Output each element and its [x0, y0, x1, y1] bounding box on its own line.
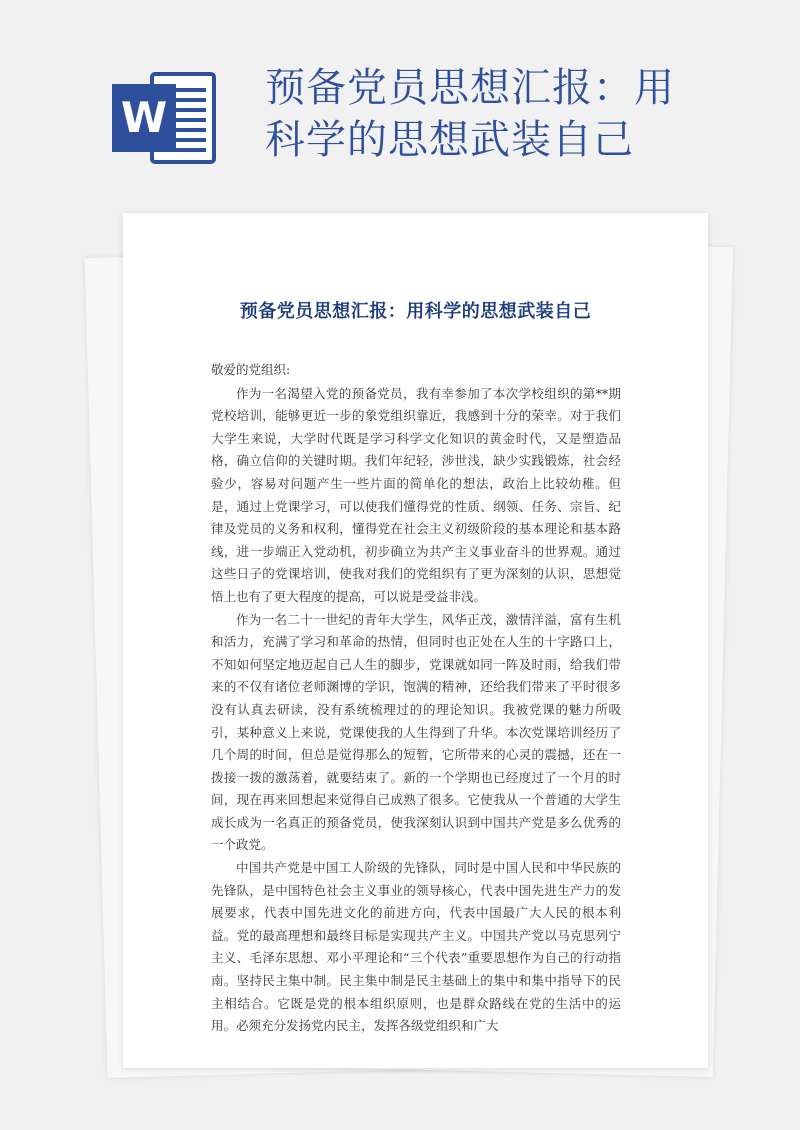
body-paragraph: 作为一名二十一世纪的青年大学生，风华正茂，激情洋溢，富有生机和活力，充满了学习和革命的热情，但同时也正处在人生的十字路口上，不知如何坚定地迈起自己人生的脚步，党课就如同一阵及时雨，给我们带来的不仅有诸位老师渊博的学识，饱满的精神，还给我们带来了平时很多没有认真去研读，没有系统梳理过的的理论知识。我被党课的魅力所吸引，某种意义上来说，党课使我的人生得到了升华。本次党课培训经历了几个周的时间，但总是觉得那么的短暂，它所带来的心灵的震撼，还在一拨接一拨的激荡着，就要结束了。新的一个学期也已经度过了一个月的时间，现在再来回想起来觉得自己成熟了很多。它使我从一个普通的大学生成长成为一名真正的预备党员，使我深刻认识到中国共产党是多么优秀的一个政党。 [211, 611, 621, 853]
page-title: 预备党员思想汇报：用科学的思想武装自己 [265, 65, 675, 163]
word-icon-letter: W [120, 93, 168, 142]
word-document-icon [110, 70, 220, 166]
salutation: 敬爱的党组织: [211, 362, 291, 377]
document-body [211, 359, 621, 1038]
document-title: 预备党员思想汇报：用科学的思想武装自己 [239, 301, 592, 322]
body-paragraph: 中国共产党是中国工人阶级的先锋队，同时是中国人民和中华民族的先锋队，是中国特色社会主义事业的领导核心，代表中国先进生产力的发展要求，代表中国先进文化的前进方向，代表中国最广大人民的根本利益。党的最高理想和最终目标是实现共产主义。中国共产党以马克思列宁主义、毛泽东思想、邓小平理论和“三个代表”重要思想作为自己的行动指南。坚持民主集中制。民主集中制是民主基础上的集中和集中指导下的民主相结合。它既是党的根本组织原则，也是群众路线在党的生活中的运用。必须充分发扬党内民主，发挥各级党组织和广大 [211, 860, 621, 1034]
header-banner [0, 0, 800, 200]
document-page [123, 213, 708, 1068]
body-paragraph: 作为一名渴望入党的预备党员，我有幸参加了本次学校组织的第**期党校培训，能够更近一步的象党组织靠近，我感到十分的荣幸。对于我们大学生来说，大学时代既是学习科学文化知识的黄金时代，又是塑造品格，确立信仰的关键时期。我们年纪轻，涉世浅，缺少实践锻炼，社会经验少，容易对问题产生一些片面的简单化的想法，政治上比较幼稚。但是，通过上党课学习，可以使我们懂得党的性质、纲领、任务、宗旨、纪律及党员的义务和权利，懂得党在社会主义初级阶段的基本理论和基本路线，进一步端正入党动机，初步确立为共产主义事业奋斗的世界观。通过这些日子的党课培训，使我对我们的党组织有了更为深刻的认识，思想觉悟上也有了更大程度的提高，可以说是受益非浅。 [211, 385, 621, 604]
